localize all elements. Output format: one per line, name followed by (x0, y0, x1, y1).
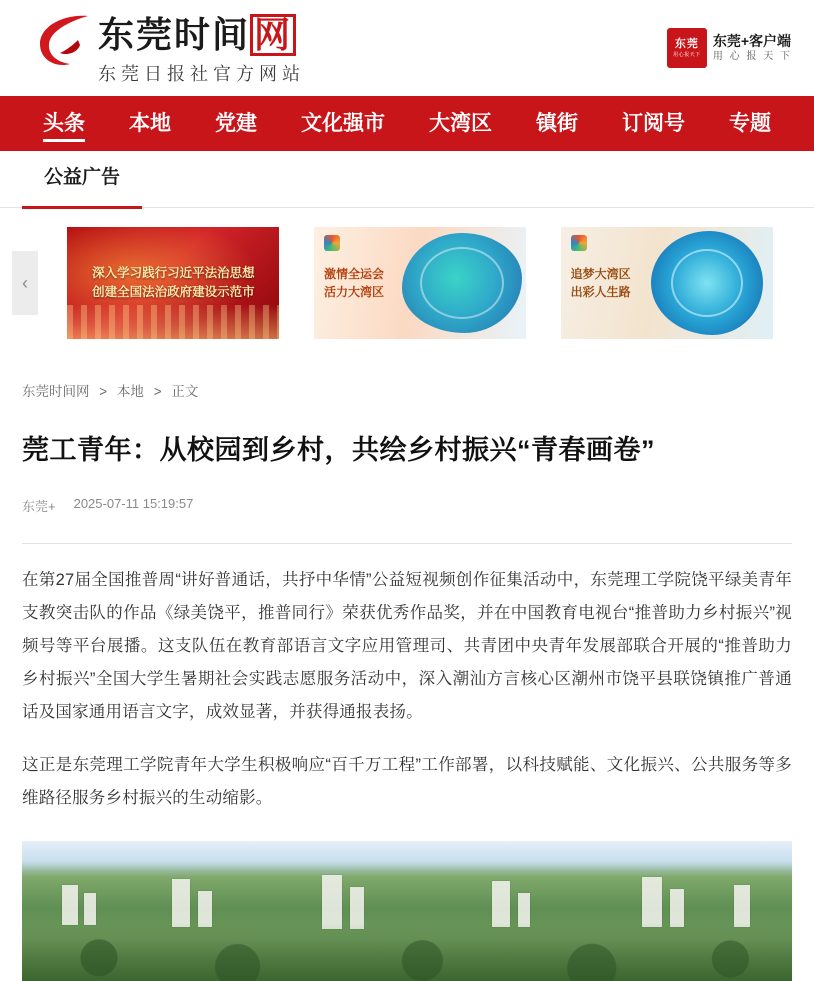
app-name: 东莞+客户端 (712, 33, 792, 49)
article-container (0, 358, 814, 981)
site-header (0, 0, 814, 96)
app-slogan: 用 心 报 天 下 (712, 51, 792, 62)
nav-item-dingyuehao[interactable]: 订阅号 (622, 112, 685, 135)
meta-divider (22, 543, 792, 544)
brand-title-main: 东莞时间 (98, 15, 251, 55)
app-promo[interactable] (667, 28, 792, 68)
ad-tab-bar (0, 151, 814, 208)
ad-slide-1-text (92, 264, 255, 302)
ad-slide-2-line1: 激情全运会 (323, 267, 384, 281)
ad-slide-1-line2: 创建全国法治政府建设示范市 (92, 285, 255, 299)
article-photo-aerial-city (22, 841, 792, 981)
app-badge-line1: 东莞 (674, 37, 699, 50)
ad-slide-3-text (571, 265, 631, 301)
article-datetime: 2025-07-11 15:19:57 (73, 496, 194, 511)
photo-building (670, 889, 684, 927)
article-paragraph-2: 这正是东莞理工学院青年大学生积极响应“百千万工程”工作部署，以科技赋能、文化振兴、公共服务等多维路径服务乡村振兴的生动缩影。 (22, 756, 792, 807)
breadcrumb (22, 358, 792, 410)
ad-slide-3-logo-icon (571, 235, 587, 251)
photo-building (642, 877, 662, 927)
ad-slide-2[interactable] (314, 227, 526, 339)
main-navigation (0, 96, 814, 151)
app-badge-line2: 用心报天下 (673, 51, 701, 58)
ad-slide-1-skyline (67, 305, 279, 339)
breadcrumb-item-home[interactable]: 东莞时间网 (22, 384, 90, 399)
ad-carousel (0, 208, 814, 358)
breadcrumb-separator-1: > (99, 384, 108, 399)
app-badge-icon (667, 28, 707, 68)
photo-foliage (22, 923, 792, 981)
brand-title-boxed: 网 (250, 14, 296, 56)
nav-item-bendi[interactable]: 本地 (129, 112, 171, 135)
nav-item-toutiao[interactable]: 头条 (21, 96, 107, 151)
photo-building (198, 891, 212, 927)
article-meta (22, 496, 792, 515)
public-service-ad-section (0, 151, 814, 358)
photo-building (62, 885, 78, 925)
nav-item-zhuanti[interactable]: 专题 (729, 112, 771, 135)
ad-slide-3[interactable] (561, 227, 773, 339)
ad-slide-3-illustration (651, 231, 763, 335)
photo-building (172, 879, 190, 927)
logo-swoosh-icon (34, 10, 92, 72)
article-body (22, 564, 792, 815)
carousel-prev-arrow-icon[interactable]: ‹ (12, 251, 38, 315)
nav-item-zhenjie[interactable]: 镇街 (536, 112, 578, 135)
carousel-slides (38, 227, 802, 339)
breadcrumb-separator-2: > (153, 384, 162, 399)
photo-building (492, 881, 510, 927)
tab-public-service-ads[interactable]: 公益广告 (22, 150, 142, 209)
article-title: 莞工青年：从校园到乡村，共绘乡村振兴“青春画卷” (22, 435, 655, 465)
article-paragraph-1: 在第27届全国推普周“讲好普通话，共抒中华情”公益短视频创作征集活动中，东莞理工学院饶平绿美青年支教突击队的作品《绿美饶平，推普同行》荣获优秀作品奖，并在中国教育电视台“推普助力乡村振兴”视频号等平台展播。这支队伍在教育部语言文字应用管理司、共青团中央青年发展部联合开展的“推普助力乡村振兴”全国大学生暑期社会实践志愿服务活动中，深入潮汕方言核心区潮州市饶平县联饶镇推广普通话及国家通用语言文字，成效显著，并获得通报表扬。 (22, 571, 792, 721)
breadcrumb-item-current: 正文 (171, 384, 199, 399)
site-logo[interactable] (34, 10, 305, 86)
ad-slide-1[interactable] (67, 227, 279, 339)
photo-sky (22, 841, 792, 871)
ad-slide-3-line2: 出彩人生路 (570, 285, 631, 299)
brand-subtitle: 东莞日报社官方网站 (98, 64, 305, 84)
photo-building (734, 885, 750, 927)
ad-slide-1-line1: 深入学习践行习近平法治思想 (92, 266, 255, 280)
ad-slide-2-logo-icon (324, 235, 340, 251)
photo-building (84, 893, 96, 925)
article-source: 东莞+ (22, 499, 56, 514)
ad-slide-2-text (324, 265, 384, 301)
photo-building (322, 875, 342, 929)
nav-item-wenhuaqiangshi[interactable]: 文化强市 (301, 112, 385, 135)
ad-slide-2-line2: 活力大湾区 (323, 285, 384, 299)
ad-slide-3-line1: 追梦大湾区 (570, 267, 631, 281)
nav-item-dawanqu[interactable]: 大湾区 (429, 112, 492, 135)
ad-slide-2-illustration (402, 233, 522, 333)
breadcrumb-item-local[interactable]: 本地 (116, 384, 144, 399)
photo-building (518, 893, 530, 927)
nav-item-dangjian[interactable]: 党建 (215, 112, 257, 135)
brand-title (98, 14, 305, 56)
